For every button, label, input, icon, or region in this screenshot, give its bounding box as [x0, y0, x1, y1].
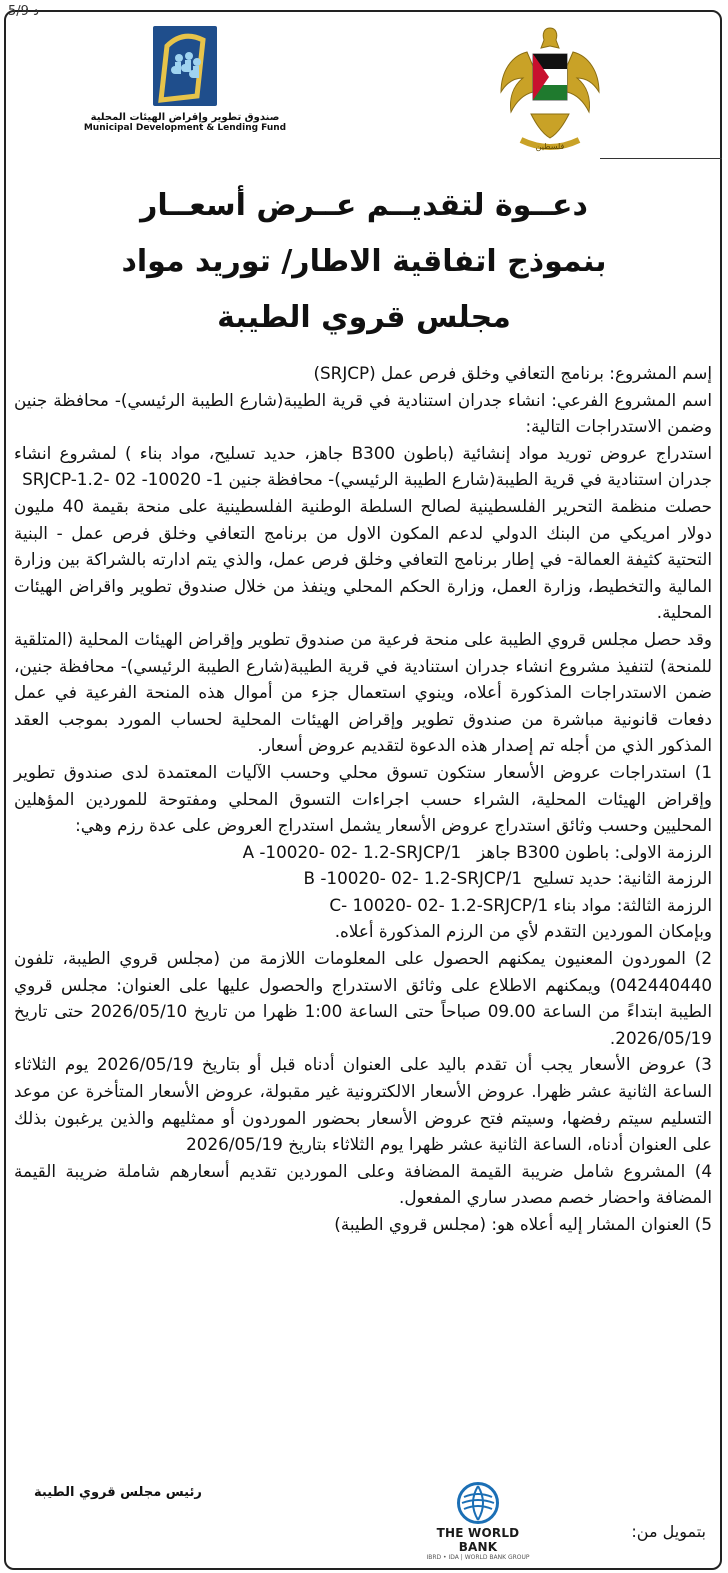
mdlf-logo-icon: [153, 26, 217, 106]
world-bank-name: THE WORLD BANK: [436, 1526, 520, 1554]
clause-4: 4) المشروع شامل ضريبة القيمة المضافة وعلى الموردين تقديم أسعارهم شاملة ضريبة القيمة المضافة واحضار خصم مصدر ساري المفعول.: [14, 1160, 712, 1208]
emblem-label: فلسطين: [535, 142, 565, 151]
lot-1-label: الرزمة الاولى: باطون B300 جاهز: [477, 841, 712, 862]
announcement-body: [14, 360, 712, 1238]
funded-by-label: بتمويل من:: [631, 1522, 706, 1541]
clause-3: 3) عروض الأسعار يجب أن تقدم باليد على العنوان أدناه قبل أو بتاريخ 2026/05/19 يوم الثلاثاء الساعة الثانية عشر ظهرا. عروض الأسعار الالكترونية غير مقبولة، عروض الأسعار المتأخرة عن موعد التسليم سيتم رفضها، وسيتم فتح عروض الأسعار بحضور الموردون أو ممثليهم والذين يرغبون بذلك على العنوان أدناه، الساعة الثانية عشر ظهرا يوم الثلاثاء بتاريخ 2026/05/19: [14, 1054, 712, 1155]
announcement-titles: [40, 178, 688, 346]
lot-2-label: الرزمة الثانية: حديد تسليح: [532, 868, 712, 889]
mdlf-logo: [80, 26, 290, 156]
lot-2: [14, 865, 712, 892]
lot-3: [14, 892, 712, 919]
clause-1: 1) استدراجات عروض الأسعار ستكون تسوق محلي وحسب الآليات المعتمدة لدى صندوق تطوير وإقراض الهيئات المحلية، الشراء حسب اجراءات التسوق المحلي ومفتوحة للموردين المؤهلين المحليين وحسب وثائق استدراج عروض الأسعار يشمل استدراج العروض على عدة رزم وهي:: [14, 761, 712, 836]
subgrant-paragraph: وقد حصل مجلس قروي الطيبة على منحة فرعية من صندوق تطوير وإقراض الهيئات المحلية (المتلقية للمنحة) لتنفيذ مشروع انشاء جدران استنادية في قرية الطيبة(شارع الطيبة الرئيسي)- محافظة جنين، ضمن الاستدراجات المذكورة أعلاه، وينوي استعمال جزء من أموال هذه المنحة الفرعية في عمل دفعات قانونية مباشرة من صندوق تطوير وإقراض الهيئات المحلية لحساب المورد بموجب العقد المذكور الذي من أجله تم إصدار هذه الدعوة لتقديم عروض أسعار.: [14, 628, 712, 756]
header-divider: [600, 158, 722, 159]
clause-2: 2) الموردون المعنيون يمكنهم الحصول على المعلومات اللازمة من (مجلس قروي الطيبة، تلفون 042440440) ويمكنهم الاطلاع على وثائق الاستدراج والحصول عليها على العنوان: مجلس قروي الطيبة ابتداءً من الساعة 09.00 صباحاً حتى الساعة 1:00 ظهرا من تاريخ 2026/05/10 حتى تاريخ 2026/05/19.: [14, 948, 713, 1048]
mdlf-english-name: Municipal Development & Lending Fund: [83, 123, 287, 133]
lot-2-code: 1/B -10020- 02- 1.2-SRJCP: [303, 868, 523, 889]
page-stamp: 5/9 د: [8, 4, 39, 19]
palestine-emblem-icon: [497, 22, 603, 154]
title-line-2: بنموذج اتفاقية الاطار/ توريد مواد: [121, 244, 607, 279]
lot-3-label: الرزمة الثالثة: مواد بناء: [553, 894, 712, 915]
lots-note: وبإمكان الموردين التقدم لأي من الرزم المذكورة أعلاه.: [334, 921, 712, 942]
world-bank-logo: [418, 1482, 538, 1561]
world-bank-subtitle: IBRD • IDA | WORLD BANK GROUP: [426, 1554, 530, 1561]
signature: رئيس مجلس قروي الطيبة: [34, 1485, 202, 1500]
world-bank-globe-icon: [457, 1482, 499, 1524]
lot-3-code: 1/C- 10020- 02- 1.2-SRJCP: [329, 894, 549, 915]
title-line-3: مجلس قروي الطيبة: [217, 300, 511, 335]
mdlf-arabic-name: صندوق تطوير وإقراض الهيئات المحلية: [90, 112, 280, 123]
subproject-name: اسم المشروع الفرعي: انشاء جدران استنادية في قرية الطيبة(شارع الطيبة الرئيسي)- محافظة جنين وضمن الاستدراجات التالية:: [14, 389, 712, 437]
project-name: إسم المشروع: برنامج التعافي وخلق فرص عمل (SRJCP): [313, 363, 712, 383]
clause-5: 5) العنوان المشار إليه أعلاه هو: (مجلس قروي الطيبة): [334, 1214, 712, 1234]
grant-paragraph: حصلت منظمة التحرير الفلسطينية لصالح السلطة الوطنية الفلسطينية على منحة بقيمة 40 مليون دولار امريكي من البنك الدولي لدعم المكون الاول من برنامج التعافي وخلق فرص عمل - البنية التحتية كثيفة العمالة- في إطار برنامج التعافي وخلق فرص عمل، والذي يتم ادارته بالشراكة بين وزارة المالية والتخطيط، وزارة العمل، وزارة الحكم المحلي وينفذ من خلال صندوق تطوير واقراض الهيئات المحلية.: [14, 495, 712, 623]
lot-1: [14, 839, 712, 866]
lot-1-code: 1/A -10020- 02- 1.2-SRJCP: [242, 841, 462, 862]
title-line-1: دعــوة لتقديــم عــرض أسعــار: [140, 188, 588, 223]
procurement-scope: استدراج عروض توريد مواد إنشائية (باطون B300 جاهز، حديد تسليح، مواد بناء ) لمشروع انشاء جدران استنادية في قرية الطيبة(شارع الطيبة الرئيسي)- محافظة جنين 1- 10020- 02 -SRJCP-1.2: [14, 442, 712, 490]
